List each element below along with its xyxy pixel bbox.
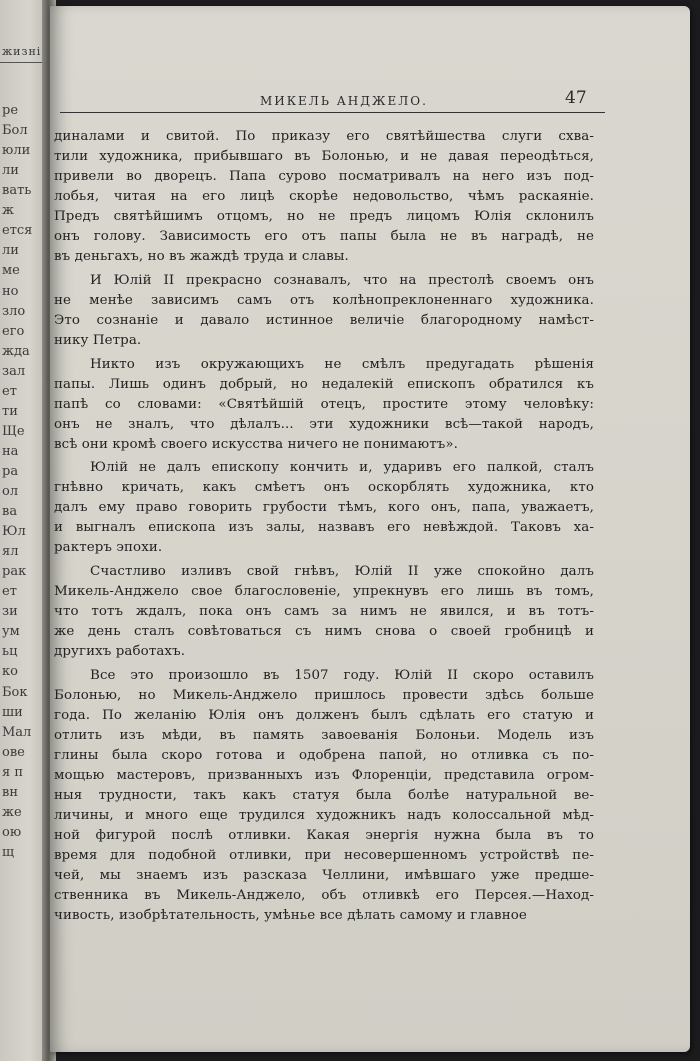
facing-page-fragment: зи	[2, 604, 18, 620]
facing-page-fragment: ьц	[2, 644, 18, 660]
text-line: время для подобной отливки, при несовершенномъ устройствѣ пе-	[54, 848, 594, 864]
facing-page-fragment: юли	[2, 143, 31, 159]
text-line: Это сознаніе и давало истинное величіе благородному намѣст-	[54, 312, 594, 328]
facing-page-fragment: ши	[2, 704, 23, 720]
facing-page-fragment: щ	[2, 844, 15, 860]
paragraph	[54, 271, 594, 351]
facing-page-fragment: вн	[2, 784, 18, 800]
text-line: Все это произошло въ 1507 году. Юлій II скоро оставилъ	[90, 667, 594, 683]
text-line: года. По желанію Юлія онъ долженъ былъ сдѣлать его статую и	[54, 707, 594, 723]
facing-page-fragment: зал	[2, 363, 26, 379]
paragraph	[54, 127, 594, 267]
text-line: гнѣвно кричать, какъ смѣетъ онъ оскорблять художника, кто	[54, 480, 594, 496]
text-line: И Юлій II прекрасно сознавалъ, что на престолѣ своемъ онъ	[90, 272, 594, 288]
facing-page-rule	[0, 62, 48, 63]
text-line: другихъ работахъ.	[54, 644, 186, 660]
text-line: же день сталъ совѣтоваться съ нимъ снова о своей гробницѣ и	[54, 624, 594, 640]
text-line: далъ ему право говорить грубости тѣмъ, кого онъ, папа, уважаетъ,	[54, 500, 594, 516]
text-line: онъ не зналъ, что дѣлалъ... эти художники всѣ—такой народъ,	[54, 416, 594, 432]
text-line: въ деньгахъ, но въ жаждѣ труда и славы.	[54, 249, 349, 265]
facing-page-fragment: но	[2, 283, 19, 299]
running-title: МИКЕЛЬ АНДЖЕЛО.	[260, 94, 428, 108]
header-rule	[60, 112, 605, 113]
text-line: чивость, изобрѣтательность, умѣнье все дѣлать самому и главное	[54, 908, 527, 924]
facing-page-fragment: ра	[2, 463, 19, 479]
text-line: и выгналъ епископа изъ залы, назвавъ его невѣждой. Таковъ ха-	[54, 520, 594, 536]
facing-page-fragment: ре	[2, 103, 19, 119]
text-line: Юлій не далъ епископу кончить и, ударивъ его палкой, сталъ	[90, 460, 594, 476]
text-line: мощью мастеровъ, призванныхъ изъ Флоренціи, представила огром-	[54, 767, 594, 783]
text-line: Счастливо изливъ свой гнѣвъ, Юлій II уже спокойно далъ	[90, 563, 594, 579]
facing-page-fragment: ол	[2, 484, 19, 499]
facing-page-fragment: ме	[2, 263, 20, 279]
text-line: ной фигурой послѣ отливки. Какая энергія нужна была въ то	[54, 828, 594, 844]
facing-page-fragment: ум	[2, 624, 20, 640]
facing-page-fragment: Юл	[2, 524, 26, 540]
text-line: ныя трудности, такъ какъ статуя была болѣе натуральной ве-	[54, 788, 594, 803]
facing-page-fragment: ет	[2, 584, 17, 600]
facing-page	[0, 0, 48, 1061]
text-line: не менѣе зависимъ самъ отъ колѣнопреклоненнаго художника.	[54, 292, 594, 308]
text-line: всѣ они кромѣ своего искусства ничего не понимаютъ».	[54, 436, 459, 452]
text-line: привели во дворецъ. Папа сурово посматривалъ на него изъ под-	[54, 169, 594, 185]
text-line: онъ голову. Зависимость его отъ папы была не въ наградѣ, не	[54, 229, 594, 245]
facing-page-fragment: зло	[2, 303, 26, 319]
paragraph	[54, 355, 594, 455]
facing-page-fragment: ли	[2, 163, 19, 179]
book-page	[50, 6, 690, 1052]
page-number: 47	[565, 88, 587, 108]
facing-page-fragment: же	[2, 804, 22, 820]
facing-page-fragment: ою	[2, 824, 22, 840]
text-line: отлить изъ мѣди, въ память завоеванія Болоньи. Модель изъ	[54, 727, 594, 743]
facing-page-fragment: ове	[2, 744, 25, 760]
text-line: папѣ со словами: «Святѣйшій отецъ, простите этому человѣку:	[54, 396, 594, 412]
text-line: лобья, читая на его лицѣ скорѣе недовольство, чѣмъ раскаяніе.	[54, 189, 594, 205]
paragraph	[54, 458, 594, 558]
text-line: ственника въ Микель-Анджело, объ отливкѣ его Персея.—Наход-	[54, 888, 594, 904]
text-line: Болонью, но Микель-Анджело пришлось провести здѣсь больше	[54, 687, 594, 703]
text-line: Никто изъ окружающихъ не смѣлъ предугадать рѣшенія	[90, 356, 594, 372]
text-line: Микель-Анджело свое благословеніе, упрекнувъ его лишь въ томъ,	[54, 584, 594, 600]
facing-page-fragment: ли	[2, 243, 19, 259]
facing-page-fragment: на	[2, 443, 19, 459]
text-line: папы. Лишь одинъ добрый, но недалекій епископъ обратился къ	[54, 376, 594, 392]
facing-page-fragment: его	[2, 323, 25, 339]
facing-page-fragment: Бол	[2, 123, 28, 139]
facing-page-fragment: рак	[2, 564, 27, 580]
text-line: нику Петра.	[54, 332, 142, 348]
facing-page-fragment: Мал	[2, 724, 32, 740]
text-line: чей, мы знаемъ изъ разсказа Челлини, имѣвшаго уже предше-	[54, 868, 594, 884]
facing-page-fragment: ется	[2, 223, 33, 239]
facing-page-fragment: ти	[2, 403, 18, 419]
facing-page-fragment: я п	[2, 764, 23, 780]
facing-page-fragment: ял	[2, 544, 19, 560]
facing-page-fragment: Бок	[2, 684, 28, 700]
text-line: диналами и свитой. По приказу его святѣйшества слуги схва-	[54, 129, 594, 144]
text-line: глины была скоро готова и одобрена папой, но отливка съ по-	[54, 747, 594, 763]
facing-page-fragment: ет	[2, 383, 17, 399]
facing-page-fragment: ко	[2, 664, 18, 680]
facing-page-fragment: Ще	[2, 423, 25, 439]
running-head	[60, 86, 640, 114]
text-line: рактеръ эпохи.	[54, 540, 163, 556]
body-text	[54, 127, 594, 930]
facing-page-fragment: жда	[2, 343, 30, 359]
text-line: личины, и много еще трудился художникъ надъ колоссальной мѣд-	[54, 808, 594, 824]
text-line: тили художника, прибывшаго въ Болонью, и не давая переодѣться,	[54, 149, 594, 165]
text-line: что тотъ ждалъ, пока онъ самъ за нимъ не явился, и въ тотъ-	[54, 604, 594, 620]
paragraph	[54, 562, 594, 662]
text-line: Предъ святѣйшимъ отцомъ, но не предъ лицомъ Юлія склонилъ	[54, 209, 594, 225]
facing-page-header: жизні	[2, 45, 42, 58]
facing-page-fragment: ж	[2, 203, 14, 219]
paragraph	[54, 666, 594, 927]
facing-page-fragment: ва	[2, 504, 18, 520]
facing-page-fragment: вать	[2, 183, 32, 199]
